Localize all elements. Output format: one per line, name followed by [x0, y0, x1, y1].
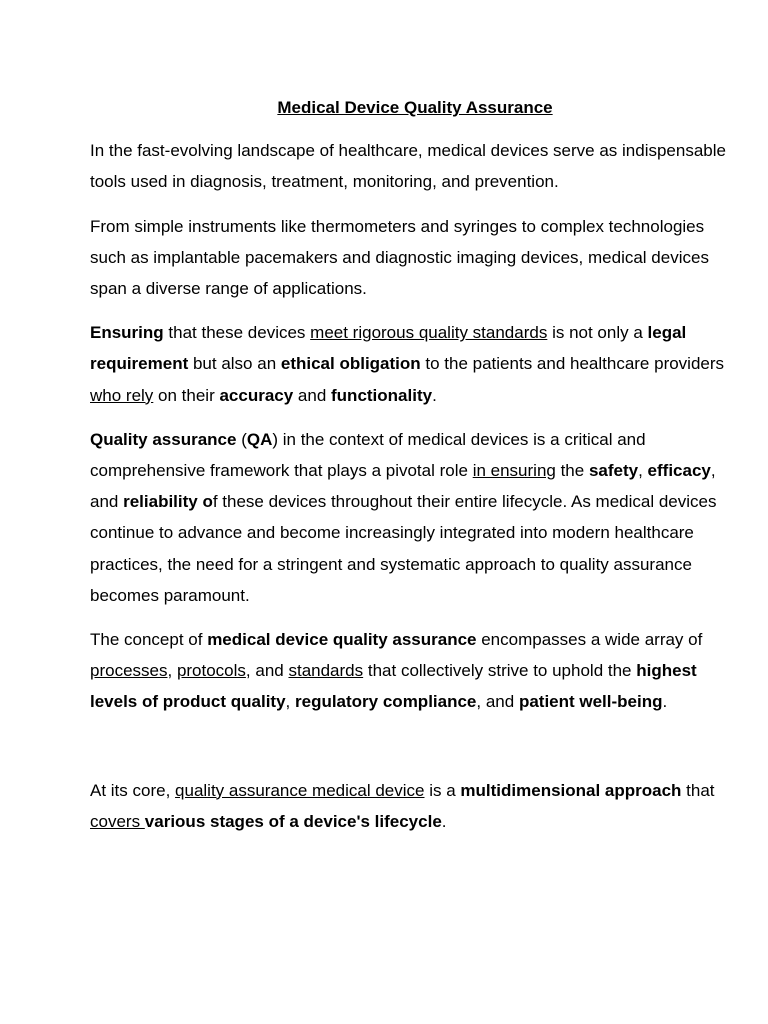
- underlined-text-run: standards: [288, 661, 364, 681]
- paragraph-ensuring: [90, 317, 740, 411]
- bold-text-run: various stages of a device's lifecycle: [144, 811, 442, 831]
- bold-text-run: medical device quality assurance: [207, 630, 477, 650]
- text-run: to the patients and healthcare providers: [420, 354, 725, 374]
- text-run: that collectively strive to uphold the: [363, 661, 637, 681]
- bold-text-run: multidimensional approach: [460, 780, 682, 800]
- bold-text-run: Ensuring: [90, 323, 164, 343]
- bold-text-run: QA: [246, 429, 273, 449]
- bold-text-run: efficacy: [647, 461, 711, 481]
- bold-text-run: ethical obligation: [280, 354, 421, 374]
- bold-text-run: Quality assurance: [90, 429, 237, 449]
- paragraph-concept: [90, 624, 740, 718]
- bold-text-run: safety: [588, 461, 639, 481]
- text-run: is not only a: [547, 323, 648, 343]
- text-run: , and: [476, 692, 519, 712]
- underlined-text-run: meet rigorous quality standards: [310, 323, 548, 343]
- text-run: .: [432, 385, 437, 405]
- text-run: (: [236, 429, 247, 449]
- text-run: .: [662, 692, 668, 712]
- text-run: ,: [638, 461, 648, 481]
- text-run: , and: [90, 461, 716, 512]
- paragraph-applications: [90, 211, 740, 305]
- underlined-text-run: quality assurance medical device: [175, 780, 425, 800]
- text-run: encompasses a wide array of: [476, 630, 703, 650]
- underlined-text-run: covers: [90, 811, 145, 831]
- bold-text-run: accuracy: [219, 385, 294, 405]
- paragraph-core: [90, 775, 740, 837]
- text-run: ,: [167, 661, 177, 681]
- text-run: that: [681, 780, 715, 800]
- bold-text-run: reliability o: [123, 492, 213, 512]
- bold-text-run: patient well-being: [518, 692, 663, 712]
- underlined-text-run: in ensuring: [472, 461, 556, 481]
- text-run: is a: [424, 780, 461, 800]
- document-title: Medical Device Quality Assurance: [277, 98, 553, 117]
- text-run: ) in the context of medical devices is a critical and comprehensive framework that plays a pivotal role: [90, 429, 646, 481]
- text-run: At its core,: [90, 780, 176, 800]
- text-run: From simple instruments like thermometers and syringes to complex technologies such as implantable pacemakers and diagnostic imaging devices, medical devices span a diverse range of applications.: [90, 216, 709, 299]
- text-run: and: [293, 385, 332, 405]
- text-run: In the fast-evolving landscape of healthcare, medical devices serve as indispensable tools used in diagnosis, treatment, monitoring, and prevention.: [90, 141, 726, 192]
- text-run: f these devices throughout their entire lifecycle. As medical devices continue to advance and become increasingly integrated into modern healthcare practices, the need for a stringent and systematic approach to quality assurance becomes paramount.: [90, 492, 717, 605]
- bold-text-run: legal requirement: [90, 323, 687, 374]
- text-run: ,: [285, 692, 295, 712]
- underlined-text-run: processes: [90, 661, 168, 681]
- bold-text-run: functionality: [331, 385, 433, 405]
- text-run: , and: [245, 661, 289, 681]
- text-run: but also an: [188, 354, 281, 374]
- paragraph-quality-assurance: [90, 424, 740, 611]
- text-run: the: [555, 461, 589, 481]
- bold-text-run: highest levels of product quality: [90, 661, 697, 712]
- text-run: .: [441, 811, 447, 831]
- text-run: on their: [153, 385, 220, 405]
- paragraph-intro: [90, 135, 740, 197]
- text-run: The concept of: [90, 630, 208, 650]
- underlined-text-run: who rely: [90, 385, 154, 405]
- underlined-text-run: protocols: [176, 661, 246, 681]
- bold-text-run: regulatory compliance: [295, 692, 477, 712]
- document-page: [90, 92, 740, 850]
- text-run: that these devices: [163, 323, 311, 343]
- blank-line: [90, 731, 740, 775]
